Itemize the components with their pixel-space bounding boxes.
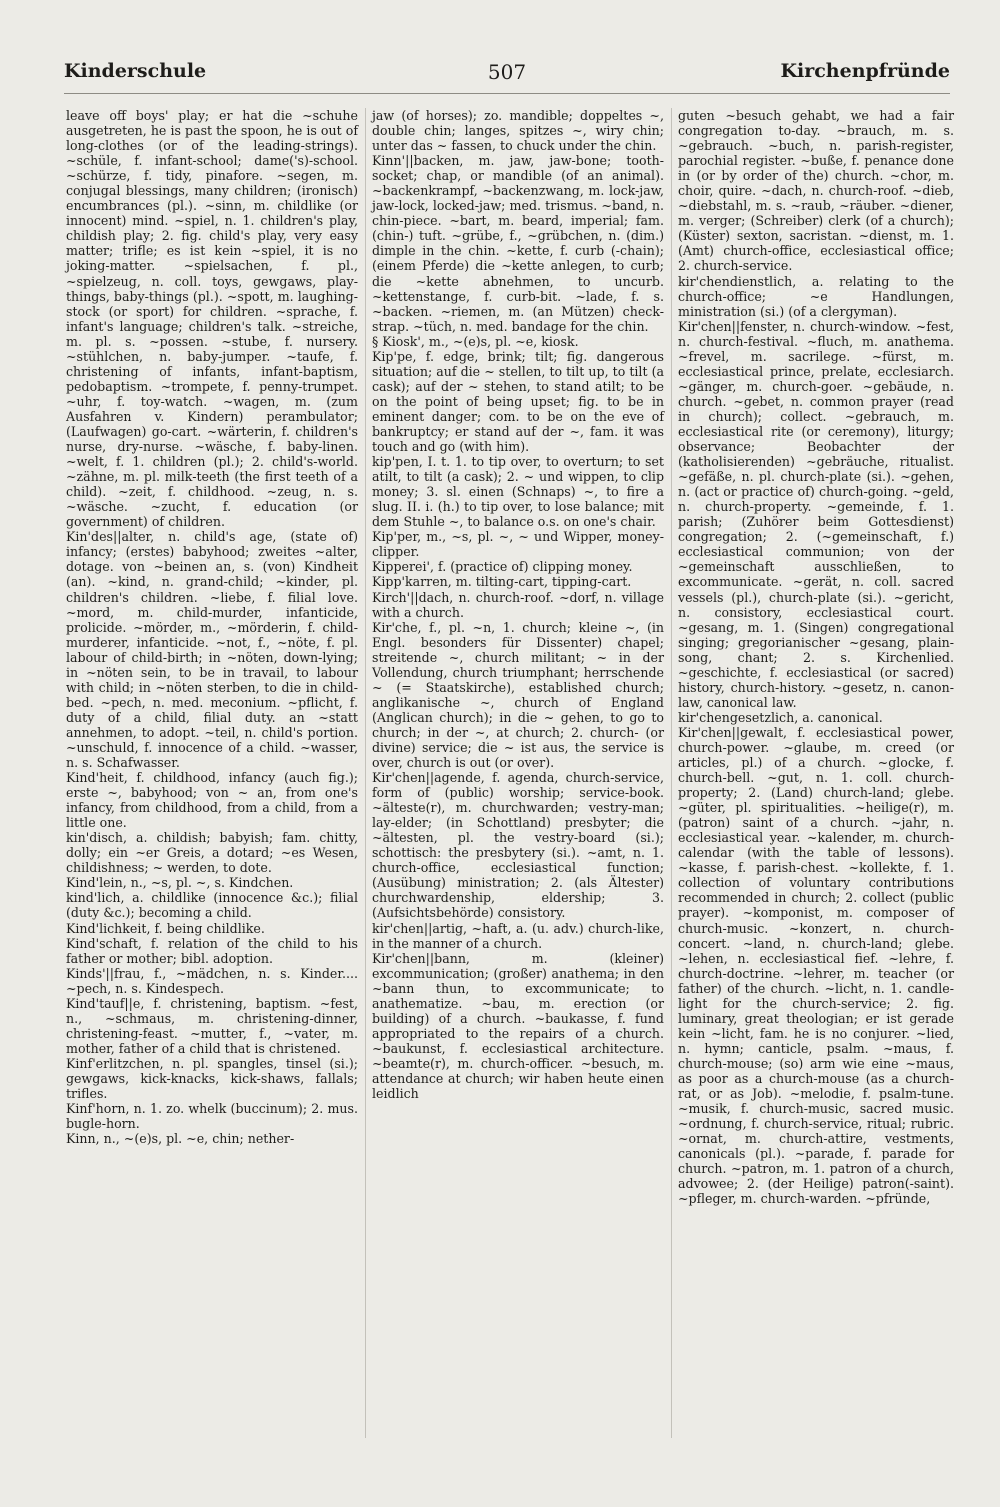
dictionary-entry: Kind'tauf||e, f. christening, baptism. ~fest, n., ~schmaus, m. christening-dinner, christening-feast. ~mutter, f., ~vater, m. mother, father of a child that is christened. xyxy=(66,995,358,1056)
page-number: 507 xyxy=(487,60,527,84)
column-middle xyxy=(372,108,664,1101)
dictionary-entry: guten ~besuch gehabt, we had a fair congregation to-day. ~brauch, m. s. ~gebrauch. ~buch, n. parish-register, parochial register. ~buße, f. penance done in (or by order of the) church. ~chor, m. choir, quire. ~dach, n. church-roof. ~dieb, ~diebstahl, m. s. ~raub, ~räuber. ~diener, m. verger; (Schreiber) clerk (of a church); (Küster) sexton, sacristan. ~dienst, m. 1. (Amt) church-office, ecclesiastical office; 2. church-service. xyxy=(678,108,954,274)
left-guideword: Kinderschule xyxy=(64,60,207,82)
dictionary-entry: Kir'chen||gewalt, f. ecclesiastical power, church-power. ~glaube, m. creed (or articles, pl.) of a church. ~glocke, f. church-bell. ~gut, n. 1. coll. church-property; 2. (Land) church-land; glebe. ~güter, pl. spiritualities. ~heilige(r), m. (patron) saint of a church. ~jahr, n. ecclesiastical year. ~kalender, m. church-calendar (with the table of lessons). ~kasse, f. parish-chest. ~kollekte, f. 1. collection of voluntary contributions recommended in church; 2. collect (public prayer). ~komponist, m. composer of church-music. ~konzert, n. church-concert. ~land, n. church-land; glebe. ~lehen, n. ecclesiastical fief. ~lehre, f. church-doctrine. ~lehrer, m. teacher (or father) of the church. ~licht, n. 1. candle-light for the church-service; 2. fig. luminary, great theologian; er ist gerade kein ~licht, fam. he is no conjurer. ~lied, n. hymn; canticle, psalm. ~maus, f. church-mouse; (so) arm wie eine ~maus, as poor as a church-mouse (as a church-rat, or as Job). ~melodie, f. psalm-tune. ~musik, f. church-music, sacred music. ~ordnung, f. church-service, ritual; rubric. ~ornat, m. church-attire, vestments, canonicals (pl.). ~parade, f. parade for church. ~patron, m. 1. patron of a church, advowee; 2. (der Heilige) patron(-saint). ~pfleger, m. church-warden. ~pfründe, xyxy=(678,724,954,1207)
column-divider-1 xyxy=(365,108,366,1438)
dictionary-entry: Kind'lein, n., ~s, pl. ~, s. Kindchen. xyxy=(66,875,294,891)
dictionary-entry: Kip'pe, f. edge, brink; tilt; fig. dangerous situation; auf die ~ stellen, to tilt up, to tilt (a cask); auf der ~ stehen, to stand atilt; to be on the point of being upset; fig. to be in eminent danger; com. to be on the eve of bankruptcy; er stand auf der ~, fam. it was touch and go (with him). xyxy=(372,348,664,455)
header-rule xyxy=(64,93,950,94)
dictionary-entry: Kinf'horn, n. 1. zo. whelk (buccinum); 2. mus. bugle-horn. xyxy=(66,1101,358,1132)
dictionary-entry: Kind'lichkeit, f. being childlike. xyxy=(66,920,265,936)
dictionary-entry: Kind'heit, f. childhood, infancy (auch fig.); erste ~, babyhood; von ~ an, from one's infancy, from childhood, from a child, from a little one. xyxy=(66,770,358,831)
dictionary-entry: Kipperei', f. (practice of) clipping money. xyxy=(372,559,633,575)
column-left xyxy=(66,108,358,1146)
dictionary-entry: Kipp'karren, m. tilting-cart, tipping-cart. xyxy=(372,574,632,590)
dictionary-entry: Kinn, n., ~(e)s, pl. ~e, chin; nether- xyxy=(66,1131,295,1147)
dictionary-entry: kind'lich, a. childlike (innocence &c.); filial (duty &c.); becoming a child. xyxy=(66,890,358,921)
dictionary-entry: Kin'des||alter, n. child's age, (state of) infancy; (erstes) babyhood; zweites ~alter, dotage. von ~beinen an, s. (von) Kindheit (an). ~kind, n. grand-child; ~kinder, pl. children's children. ~liebe, f. filial love. ~mord, m. child-murder, infanticide, prolicide. ~mörder, m., ~mörderin, f. child-murderer, infanticide. ~not, f., ~nöte, f. pl. labour of child-birth; in ~nöten, down-lying; in ~nöten sein, to be in travail, to labour with child; in ~nöten sterben, to die in child-bed. ~pech, n. med. meconium. ~pflicht, f. duty of a child, filial duty. an ~statt annehmen, to adopt. ~teil, n. child's portion. ~unschuld, f. innocence of a child. ~wasser, n. s. Schafwasser. xyxy=(66,529,358,771)
dictionary-entry: kir'chen||artig, ~haft, a. (u. adv.) church-like, in the manner of a church. xyxy=(372,920,664,951)
running-head xyxy=(64,60,950,90)
right-guideword: Kirchenpfründe xyxy=(780,60,950,82)
dictionary-entry: Kir'che, f., pl. ~n, 1. church; kleine ~, (in Engl. besonders für Dissenter) chapel; streitende ~, church militant; ~ in der Vollendung, church triumphant; herrschende ~ (= Staatskirche), established church; anglikanische ~, church of England (Anglican church); in die ~ gehen, to go to church; in der ~, at church; 2. church- (or divine) service; die ~ ist aus, the service is over, church is out (or over). xyxy=(372,619,664,771)
dictionary-entry: § Kiosk', m., ~(e)s, pl. ~e, kiosk. xyxy=(372,333,579,349)
dictionary-entry: Kinds'||frau, f., ~mädchen, n. s. Kinder.... ~pech, n. s. Kindespech. xyxy=(66,965,358,996)
dictionary-entry: Kir'chen||agende, f. agenda, church-service, form of (public) worship; service-book. ~älteste(r), m. churchwarden; vestry-man; lay-elder; (in Schottland) presbyter; die ~ältesten, pl. the vestry-board (si.); schottisch: the presbytery (si.). ~amt, n. 1. church-office, ecclesiastical function; (Ausübung) ministration; 2. (als Ältester) churchwardenship, eldership; 3. (Aufsichtsbehörde) consistory. xyxy=(372,770,664,921)
dictionary-entry: kir'chendienstlich, a. relating to the church-office; ~e Handlungen, ministration (si.) (of a clergyman). xyxy=(678,273,954,319)
dictionary-entry: Kir'chen||bann, m. (kleiner) excommunication; (großer) anathema; in den ~bann thun, to excommunicate; to anathematize. ~bau, m. erection (or building) of a church. ~baukasse, f. fund appropriated to the repairs of a church. ~baukunst, f. ecclesiastical architecture. ~beamte(r), m. church-officer. ~besuch, m. attendance at church; wir haben heute einen leidlich xyxy=(372,950,664,1102)
dictionary-entry: Kinf'erlitzchen, n. pl. spangles, tinsel (si.); gewgaws, kick-knacks, kick-shaws, fallals; trifles. xyxy=(66,1055,358,1102)
dictionary-entry: Kip'per, m., ~s, pl. ~, ~ und Wipper, money-clipper. xyxy=(372,529,664,560)
column-divider-2 xyxy=(671,108,672,1438)
dictionary-entry: kir'chengesetzlich, a. canonical. xyxy=(678,709,883,725)
dictionary-entry: Kirch'||dach, n. church-roof. ~dorf, n. village with a church. xyxy=(372,589,664,620)
dictionary-entry: Kir'chen||fenster, n. church-window. ~fest, n. church-festival. ~fluch, m. anathema. ~frevel, m. sacrilege. ~fürst, m. ecclesiastical prince, prelate, ecclesiarch. ~gänger, m. church-goer. ~gebäude, n. church. ~gebet, n. common prayer (read in church); collect. ~gebrauch, m. ecclesiastical rite (or ceremony), liturgy; observance; Beobachter der (katholisierenden) ~gebräuche, ritualist. ~gefäße, n. pl. church-plate (si.). ~gehen, n. (act or practice of) church-going. ~geld, n. church-property. ~gemeinde, f. 1. parish; (Zuhörer beim Gottesdienst) congregation; 2. (~gemeinschaft, f.) ecclesiastical communion; von der ~gemeinschaft ausschließen, to excommunicate. ~gerät, n. coll. sacred vessels (pl.), church-plate (si.). ~gericht, n. consistory, ecclesiastical court. ~gesang, m. 1. (Singen) congregational singing; gregorianischer ~gesang, plain-song, chant; 2. s. Kirchenlied. ~geschichte, f. ecclesiastical (or sacred) history, church-history. ~gesetz, n. canon-law, canonical law. xyxy=(678,318,954,710)
dictionary-entry: kin'disch, a. childish; babyish; fam. chitty, dolly; ein ~er Greis, a dotard; ~es Wesen, childishness; ~ werden, to dote. xyxy=(66,830,358,876)
dictionary-entry: kip'pen, I. t. 1. to tip over, to overturn; to set atilt, to tilt (a cask); 2. ~ und wippen, to clip money; 3. sl. einen (Schnaps) ~, to fire a slug. II. i. (h.) to tip over, to lose balance; mit dem Stuhle ~, to balance o.s. on one's chair. xyxy=(372,454,664,530)
dictionary-entry: Kinn'||backen, m. jaw, jaw-bone; tooth-socket; chap, or mandible (of an animal). ~backenkrampf, ~backenzwang, m. lock-jaw, jaw-lock, locked-jaw; med. trismus. ~band, n. chin-piece. ~bart, m. beard, imperial; fam. (chin-) tuft. ~grübe, f., ~grübchen, n. (dim.) dimple in the chin. ~kette, f. curb (-chain); (einem Pferde) die ~kette anlegen, to curb; die ~kette abnehmen, to uncurb. ~kettenstange, f. curb-bit. ~lade, f. s. ~backen. ~riemen, m. (an Mützen) check-strap. ~tüch, n. med. bandage for the chin. xyxy=(372,153,664,334)
column-right xyxy=(678,108,954,1206)
dictionary-entry: Kind'schaft, f. relation of the child to his father or mother; bibl. adoption. xyxy=(66,935,358,966)
dictionary-entry: leave off boys' play; er hat die ~schuhe ausgetreten, he is past the spoon, he is out of long-clothes (or of the leading-strings). ~schüle, f. infant-school; dame('s)-school. ~schürze, f. tidy, pinafore. ~segen, m. conjugal blessings, many children; (ironisch) encumbrances (pl.). ~sinn, m. childlike (or innocent) mind. ~spiel, n. 1. children's play, childish play; 2. fig. child's play, very easy matter; trifle; es ist kein ~spiel, it is no joking-matter. ~spielsachen, f. pl., ~spielzeug, n. coll. toys, gewgaws, play-things, baby-things (pl.). ~spott, m. laughing-stock (or sport) for children. ~sprache, f. infant's language; children's talk. ~streiche, m. pl. s. ~possen. ~stube, f. nursery. ~stühlchen, n. baby-jumper. ~taufe, f. christening of infants, infant-baptism, pedobaptism. ~trompete, f. penny-trumpet. ~uhr, f. toy-watch. ~wagen, m. (zum Ausfahren v. Kindern) perambulator; (Laufwagen) go-cart. ~wärterin, f. children's nurse, dry-nurse. ~wäsche, f. baby-linen. ~welt, f. 1. children (pl.); 2. child's-world. ~zähne, m. pl. milk-teeth (the first teeth of a child). ~zeit, f. childhood. ~zeug, n. s. ~wäsche. ~zucht, f. education (or government) of children. xyxy=(66,108,358,530)
dictionary-entry: jaw (of horses); zo. mandible; doppeltes ~, double chin; langes, spitzes ~, wiry chin; unter das ~ fassen, to chuck under the chin. xyxy=(372,108,664,154)
